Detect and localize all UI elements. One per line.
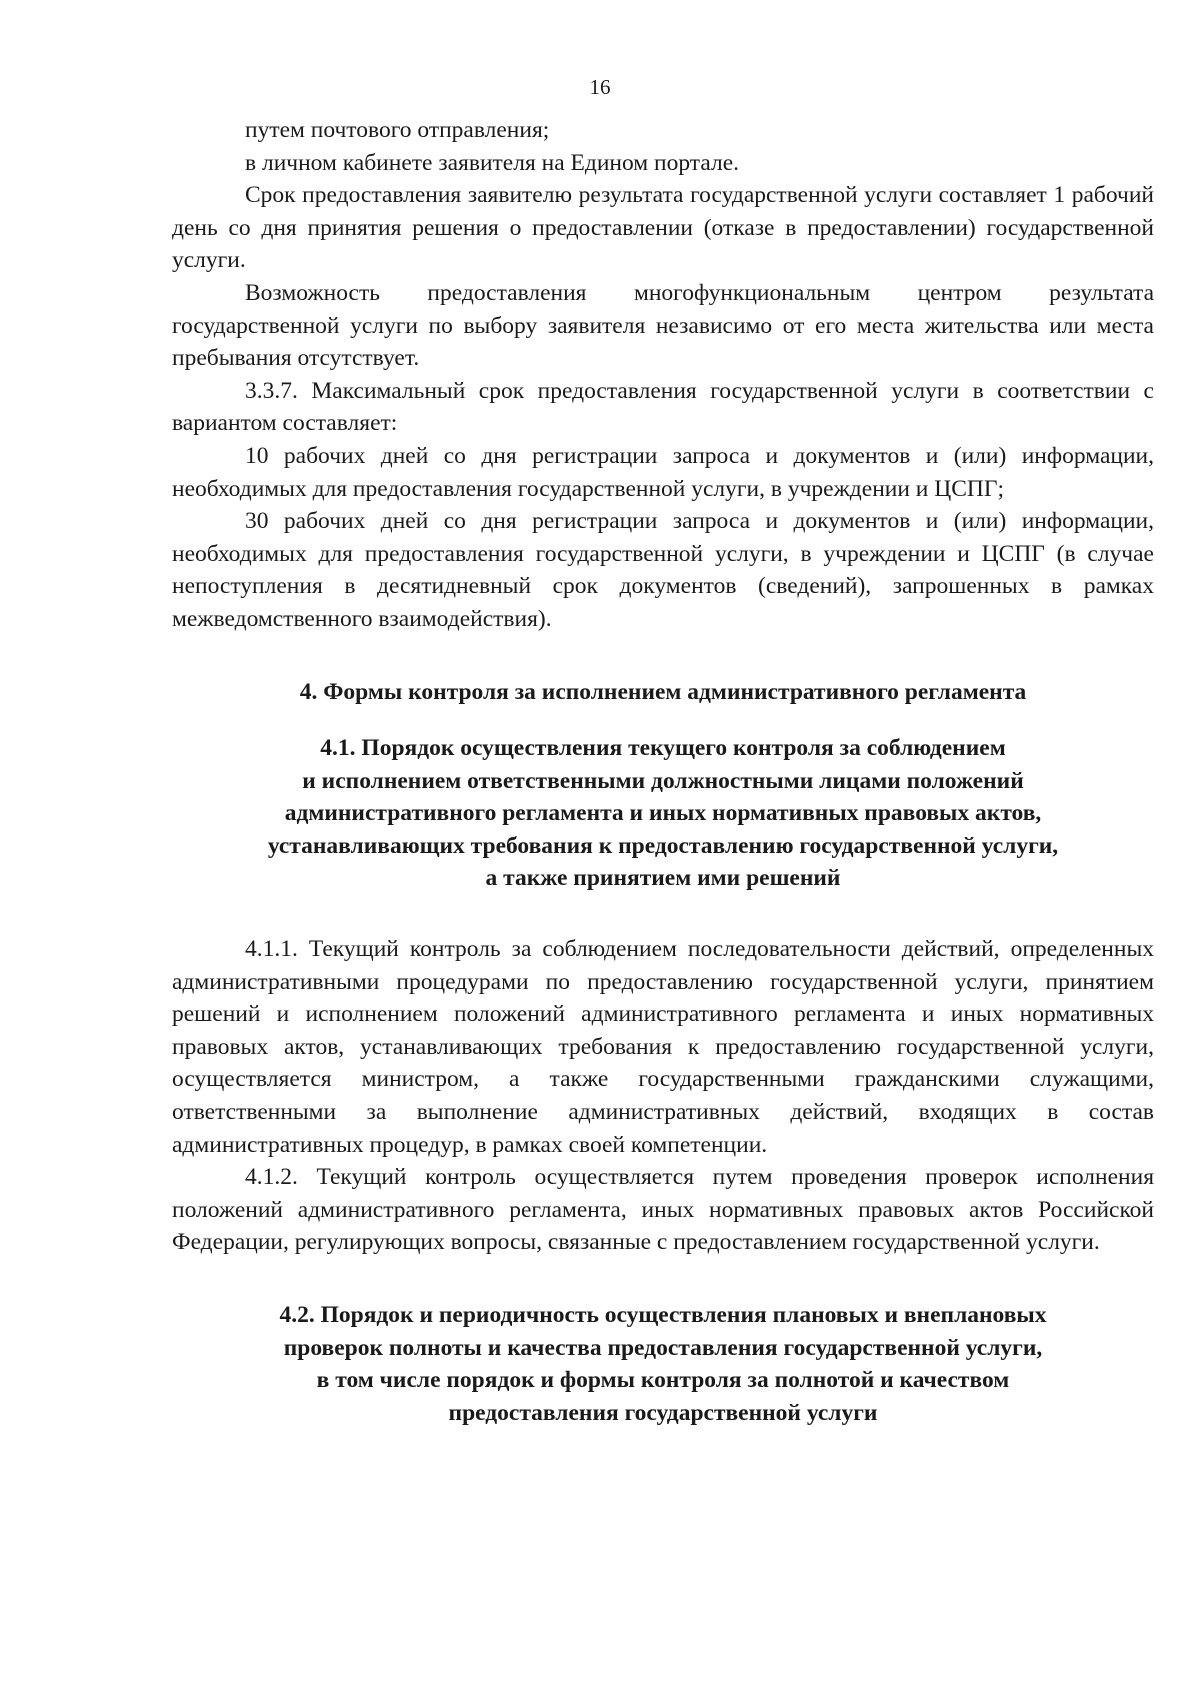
section-4-2-title-line: предоставления государственной услуги <box>448 1399 878 1426</box>
spacer <box>172 708 1154 732</box>
paragraph-result-term: Срок предоставления заявителю результата государственной услуги составляет 1 рабочий день со дня принятия решения о предоставлении (отказе в предоставлении) государственной услуги. <box>172 182 1154 274</box>
section-4-1-title <box>172 732 1154 895</box>
section-4-1-title-line: а также принятием ими решений <box>485 865 841 892</box>
spacer <box>172 636 1154 676</box>
paragraph-mfc-possibility: Возможность предоставления многофункциональным центром результата государственной услуги по выбору заявителя независимо от его места жительства или места пребывания отсутствует. <box>172 279 1154 372</box>
paragraph-postal: путем почтового отправления; <box>245 117 550 143</box>
paragraph-personal-cabinet: в личном кабинете заявителя на Едином портале. <box>245 149 740 176</box>
paragraph-30-days: 30 рабочих дней со дня регистрации запроса и документов и (или) информации, необходимых для предоставления государственной услуги, в учреждении и ЦСПГ (в случае непоступления в десятидневный срок документов (сведений), запрошенных в рамках межведомственного взаимодействия). <box>172 508 1154 632</box>
section-4-2-title <box>172 1299 1154 1429</box>
page-number: 16 <box>589 75 611 99</box>
section-4-title: 4. Формы контроля за исполнением административного регламента <box>299 678 1027 705</box>
section-4-1-title-line: и исполнением ответственными должностными лицами положений <box>302 767 1024 794</box>
section-4-1-title-line: устанавливающих требования к предоставлению государственной услуги, <box>267 832 1059 859</box>
section-4-2-title-line: проверок полноты и качества предоставления государственной услуги, <box>283 1334 1043 1361</box>
section-4-2-title-line: 4.2. Порядок и периодичность осуществления плановых и внеплановых <box>279 1302 1047 1328</box>
spacer <box>172 895 1154 933</box>
page-content <box>172 114 1154 1429</box>
section-4-1-title-line: административного регламента и иных нормативных правовых актов, <box>284 800 1042 827</box>
paragraph-10-days: 10 рабочих дней со дня регистрации запроса и документов и (или) информации, необходимых для предоставления государственной услуги, в учреждении и ЦСПГ; <box>172 442 1154 502</box>
paragraph-3-3-7: 3.3.7. Максимальный срок предоставления государственной услуги в соответствии с вариантом составляет: <box>172 377 1154 437</box>
spacer <box>172 1259 1154 1299</box>
section-4-2-title-line: в том числе порядок и формы контроля за полнотой и качеством <box>316 1367 1010 1394</box>
paragraph-4-1-2: 4.1.2. Текущий контроль осуществляется путем проведения проверок исполнения положений административного регламента, иных нормативных правовых актов Российской Федерации, регулирующих вопросы, связанные с предоставлением государственной услуги. <box>172 1164 1154 1256</box>
section-4-1-title-line: 4.1. Порядок осуществления текущего контроля за соблюдением <box>320 735 1006 762</box>
paragraph-4-1-1: 4.1.1. Текущий контроль за соблюдением последовательности действий, определенных административными процедурами по предоставлению государственной услуги, принятием решений и исполнением положений административного регламента и иных нормативных правовых актов, устанавливающих требования к предоставлению государственной услуги, осуществляется министром, а также государственными гражданскими служащими, ответственными за выполнение административных действий, входящих в состав административных процедур, в рамках своей компетенции. <box>172 936 1154 1158</box>
